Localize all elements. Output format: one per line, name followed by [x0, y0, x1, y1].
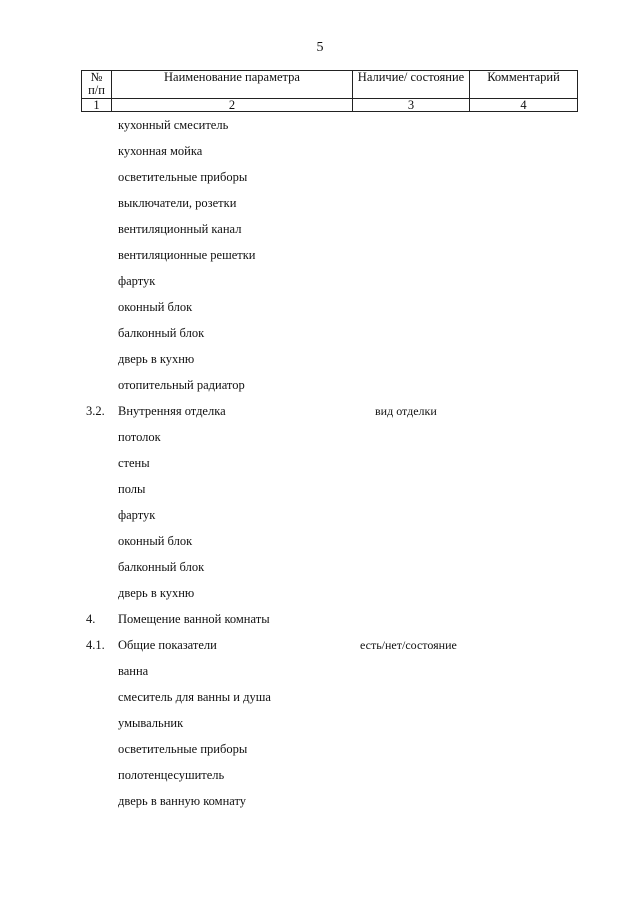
parameter-name: смеситель для ванны и душа — [118, 690, 271, 704]
list-item — [0, 481, 640, 507]
list-item — [0, 741, 640, 767]
parameter-name: фартук — [118, 508, 156, 522]
parameter-name: осветительные приборы — [118, 742, 248, 756]
parameter-name: оконный блок — [118, 300, 193, 314]
parameter-name: Внутренняя отделка — [118, 404, 226, 418]
list-item — [0, 793, 640, 819]
list-item — [0, 455, 640, 481]
list-item — [0, 221, 640, 247]
parameter-list — [0, 117, 640, 819]
list-item — [0, 117, 640, 143]
list-item — [0, 247, 640, 273]
list-item — [0, 611, 640, 637]
column-numbers-row — [82, 99, 578, 112]
list-item — [0, 559, 640, 585]
parameter-name: кухонный смеситель — [118, 118, 229, 132]
column-number: 1 — [82, 99, 112, 112]
parameter-name: отопительный радиатор — [118, 378, 245, 392]
column-header-number: № п/п — [82, 71, 112, 99]
list-item — [0, 637, 640, 663]
column-header-comment: Комментарий — [470, 71, 578, 99]
list-item — [0, 533, 640, 559]
column-number: 4 — [470, 99, 578, 112]
list-item — [0, 715, 640, 741]
list-item — [0, 403, 640, 429]
list-item — [0, 169, 640, 195]
column-header-availability: Наличие/ состояние — [353, 71, 470, 99]
list-item — [0, 351, 640, 377]
parameter-name: балконный блок — [118, 560, 205, 574]
parameter-name: потолок — [118, 430, 161, 444]
list-item — [0, 273, 640, 299]
item-number: 4.1. — [86, 638, 105, 652]
parameter-name: умывальник — [118, 716, 184, 730]
column-number: 3 — [353, 99, 470, 112]
parameter-name: кухонная мойка — [118, 144, 203, 158]
parameter-name: вентиляционные решетки — [118, 248, 256, 262]
list-item — [0, 325, 640, 351]
list-item — [0, 195, 640, 221]
parameter-name: Общие показатели — [118, 638, 217, 652]
parameter-name: оконный блок — [118, 534, 193, 548]
table-header-row — [82, 71, 578, 99]
list-item — [0, 143, 640, 169]
page-number: 5 — [316, 40, 324, 55]
table-header — [81, 70, 578, 112]
availability-value: вид отделки — [375, 404, 437, 418]
parameter-name: выключатели, розетки — [118, 196, 237, 210]
list-item — [0, 585, 640, 611]
list-item — [0, 299, 640, 325]
column-header-parameter-name: Наименование параметра — [112, 71, 353, 99]
parameter-name: полотенцесушитель — [118, 768, 225, 782]
item-number: 4. — [86, 612, 96, 626]
list-item — [0, 377, 640, 403]
list-item — [0, 429, 640, 455]
parameter-name: осветительные приборы — [118, 170, 248, 184]
parameter-name: вентиляционный канал — [118, 222, 242, 236]
list-item — [0, 689, 640, 715]
parameter-name: ванна — [118, 664, 149, 678]
list-item — [0, 767, 640, 793]
list-item — [0, 663, 640, 689]
item-number: 3.2. — [86, 404, 105, 418]
availability-value: есть/нет/состояние — [360, 638, 457, 652]
parameter-name: дверь в кухню — [118, 586, 195, 600]
parameter-name: дверь в ванную комнату — [118, 794, 247, 808]
list-item — [0, 507, 640, 533]
parameter-name: фартук — [118, 274, 156, 288]
parameter-name: балконный блок — [118, 326, 205, 340]
parameter-name: полы — [118, 482, 146, 496]
parameter-name: дверь в кухню — [118, 352, 195, 366]
column-number: 2 — [112, 99, 353, 112]
parameter-name: Помещение ванной комнаты — [118, 612, 270, 626]
parameter-name: стены — [118, 456, 150, 470]
